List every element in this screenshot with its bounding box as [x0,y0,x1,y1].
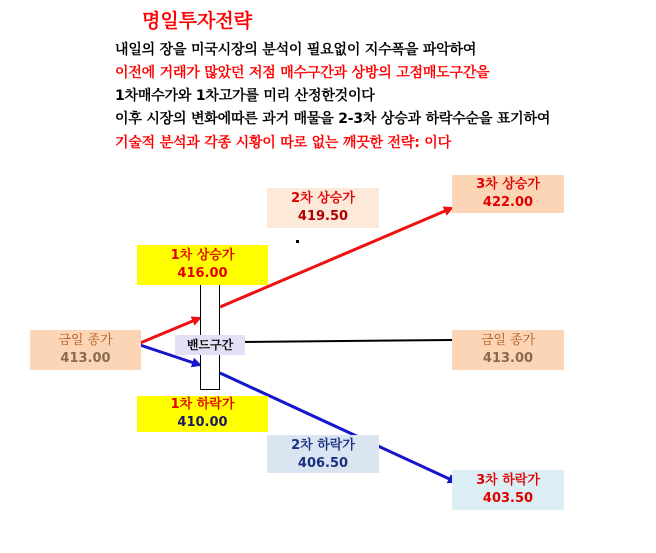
rise1-label: 1차 상승가 [170,248,235,263]
rise2-value: 419.50 [297,209,349,224]
dot-marker [296,240,299,243]
close-right-value: 413.00 [482,351,534,366]
page-title: 명일투자전략 [142,10,253,32]
fall2-value: 406.50 [297,456,349,471]
fall3-value: 403.50 [482,491,534,506]
rise1-box [137,245,268,285]
rise1-value: 416.00 [177,266,228,281]
fall3-label: 3차 하락가 [476,473,540,488]
close-left-box [30,330,141,370]
rise3-label: 3차 상승가 [476,177,540,192]
close-left-label: 금일 종가 [58,333,113,348]
rise2-label: 2차 상승가 [291,191,355,206]
description-line-4: 이후 시장의 변화에따른 과거 매물을 2-3차 상승과 하락수순을 표기하여 [115,111,551,127]
close-right-box [452,330,564,370]
description-line-2: 이전에 거래가 많았던 저점 매수구간과 상방의 고점매도구간을 [115,65,490,81]
fall1-box [137,396,268,432]
close-level-line [238,340,452,342]
fall1-label: 1차 하락가 [170,397,235,412]
description-line-3: 1차매수가와 1차고가를 미리 산정한것이다 [115,88,375,104]
close-left-value: 413.00 [60,351,111,366]
rise3-value: 422.00 [482,195,534,210]
close-right-label: 금일 종가 [480,333,536,348]
description-line-5: 기술적 분석과 각종 시황이 따로 없는 깨끗한 전략: 이다 [115,135,451,151]
band-label: 밴드구간 [175,335,245,355]
fall1-value: 410.00 [177,415,228,430]
rise3-box [452,175,564,213]
fall3-box [452,470,564,510]
rise2-box [267,188,379,228]
description-line-1: 내일의 장을 미국시장의 분석이 필요없이 지수폭을 파악하여 [115,42,477,58]
fall2-box [267,435,379,473]
fall2-label: 2차 하락가 [291,438,355,453]
